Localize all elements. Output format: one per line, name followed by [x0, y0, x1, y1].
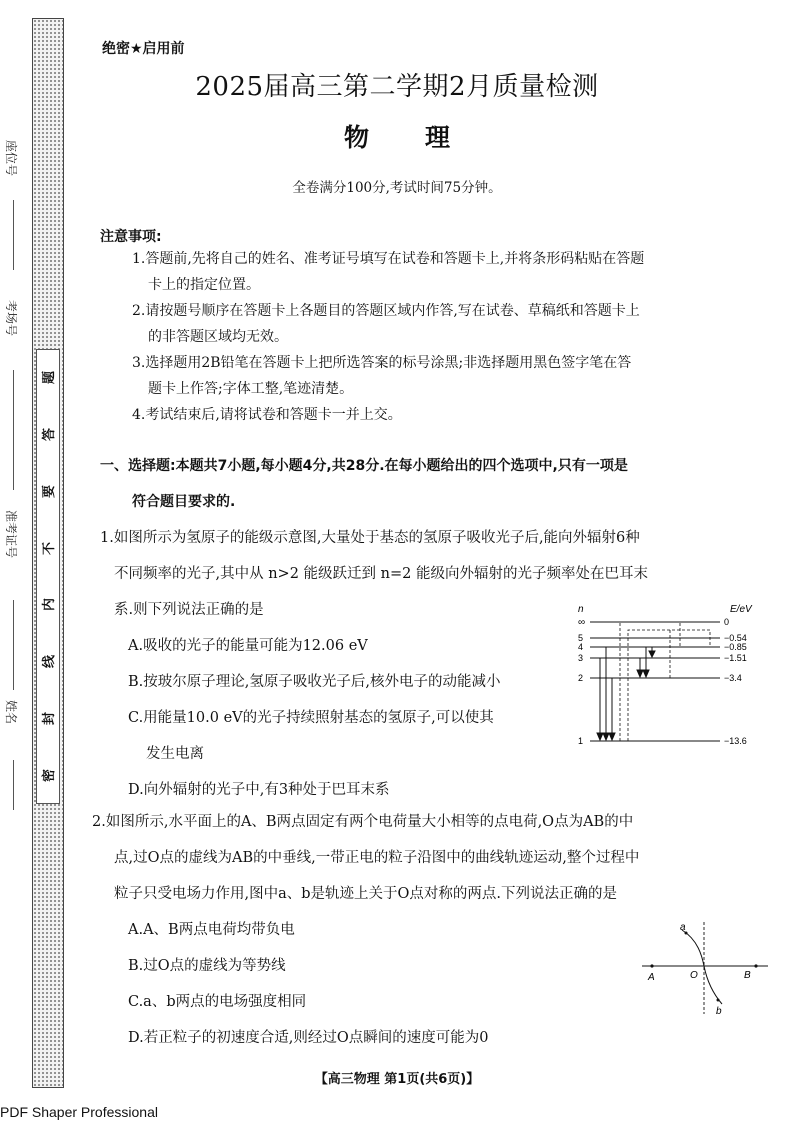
sealing-notice-box: [36, 349, 60, 804]
q2-option-c: C.a、b两点的电场强度相同: [128, 994, 307, 1010]
sealing-word: 答: [42, 427, 58, 441]
diagram-e-label: E/eV: [730, 604, 752, 615]
q1-stem: 1.如图所示为氢原子的能级示意图,大量处于基态的氢原子吸收光子后,能向外辐射6种: [100, 530, 640, 546]
exam-title: 2025届高三第二学期2月质量检测: [195, 72, 599, 102]
diagram-n-label: n: [578, 604, 584, 615]
sealing-word: 不: [42, 541, 58, 555]
q2-option-a: A.A、B两点电荷均带负电: [128, 922, 295, 938]
side-field-room: 考场号: [4, 300, 18, 337]
notice-item: 的非答题区域均无效。: [148, 329, 288, 345]
q2-stem: 点,过O点的虚线为AB的中垂线,一带正电的粒子沿图中的曲线轨迹运动,整个过程中: [114, 850, 640, 866]
sealing-word: 封: [42, 712, 58, 726]
level-e-label: 0: [724, 617, 730, 627]
side-field-line: [13, 370, 14, 490]
q1-option-c-cont: 发生电离: [146, 746, 204, 762]
page-footer: 【高三物理 第1页(共6页)】: [314, 1072, 480, 1087]
subject-title: [0, 118, 794, 154]
secret-label: 绝密★启用前: [102, 41, 185, 57]
side-field-ticket: 准考证号: [4, 510, 18, 559]
level-n-label: 2: [578, 673, 584, 683]
level-e-label: −13.6: [724, 736, 747, 746]
sealing-word: 密: [42, 768, 58, 782]
sealing-word: 题: [42, 370, 58, 385]
notice-item: 题卡上作答;字体工整,笔迹清楚。: [148, 381, 354, 397]
point-A-label: A: [648, 972, 655, 983]
level-n-label: ∞: [578, 617, 586, 628]
subject-char: 理: [425, 123, 451, 152]
subject-char: 物: [343, 123, 369, 152]
level-e-label: −3.4: [724, 673, 742, 683]
score-info: 全卷满分100分,考试时间75分钟。: [292, 180, 502, 196]
notice-item: 4.考试结束后,请将试卷和答题卡一并上交。: [132, 407, 402, 423]
q1-option-b: B.按玻尔原子理论,氢原子吸收光子后,核外电子的动能减小: [128, 674, 501, 690]
q2-option-b: B.过O点的虚线为等势线: [128, 958, 286, 974]
sealing-word: 内: [42, 598, 58, 612]
side-field-name: 姓名: [4, 700, 18, 725]
q2-option-d: D.若正粒子的初速度合适,则经过O点瞬间的速度可能为0: [128, 1030, 489, 1046]
level-n-label: 4: [578, 642, 584, 652]
q1-stem: 系.则下列说法正确的是: [114, 602, 264, 618]
level-e-label: −0.54: [724, 633, 747, 643]
q1-option-c: C.用能量10.0 eV的光子持续照射基态的氢原子,可以使其: [128, 710, 494, 726]
section-heading: 符合题目要求的.: [132, 494, 236, 510]
notice-title: 注意事项:: [100, 229, 162, 245]
point-B-label: B: [744, 970, 751, 981]
level-n-label: 1: [578, 736, 584, 746]
notice-item: 1.答题前,先将自己的姓名、准考证号填写在试卷和答题卡上,并将条形码粘贴在答题: [132, 251, 645, 267]
energy-level-diagram: [560, 600, 780, 756]
sealing-word: 线: [42, 655, 58, 669]
point-O-label: O: [690, 970, 698, 981]
charge-diagram: [640, 918, 770, 1018]
q1-option-a: A.吸收的光子的能量可能为12.06 eV: [128, 638, 368, 654]
q2-stem: 粒子只受电场力作用,图中a、b是轨迹上关于O点对称的两点.下列说法正确的是: [114, 886, 618, 902]
watermark: PDF Shaper Professional: [0, 1104, 158, 1120]
notice-item: 3.选择题用2B铅笔在答题卡上把所选答案的标号涂黑;非选择题用黑色签字笔在答: [132, 355, 632, 371]
notice-item: 卡上的指定位置。: [148, 277, 260, 293]
point-b-label: b: [716, 1006, 722, 1017]
level-n-label: 5: [578, 633, 584, 643]
level-e-label: −1.51: [724, 653, 747, 663]
side-field-line: [13, 760, 14, 810]
level-e-label: −0.85: [724, 642, 747, 652]
q2-stem: 2.如图所示,水平面上的A、B两点固定有两个电荷量大小相等的点电荷,O点为AB的中: [92, 814, 634, 830]
section-heading: 一、选择题:本题共7小题,每小题4分,共28分.在每小题给出的四个选项中,只有一项是: [100, 458, 628, 474]
q1-stem: 不同频率的光子,其中从 n>2 能级跃迁到 n=2 能级向外辐射的光子频率处在巴耳末: [114, 566, 648, 582]
q1-option-d: D.向外辐射的光子中,有3种处于巴耳末系: [128, 782, 390, 798]
side-field-seat: 座位号: [4, 140, 18, 177]
point-a-label: a: [680, 922, 686, 933]
sealing-word: 要: [42, 484, 58, 498]
level-n-label: 3: [578, 653, 584, 663]
side-field-line: [13, 200, 14, 270]
side-field-line: [13, 600, 14, 690]
notice-item: 2.请按题号顺序在答题卡上各题目的答题区域内作答,写在试卷、草稿纸和答题卡上: [132, 303, 640, 319]
